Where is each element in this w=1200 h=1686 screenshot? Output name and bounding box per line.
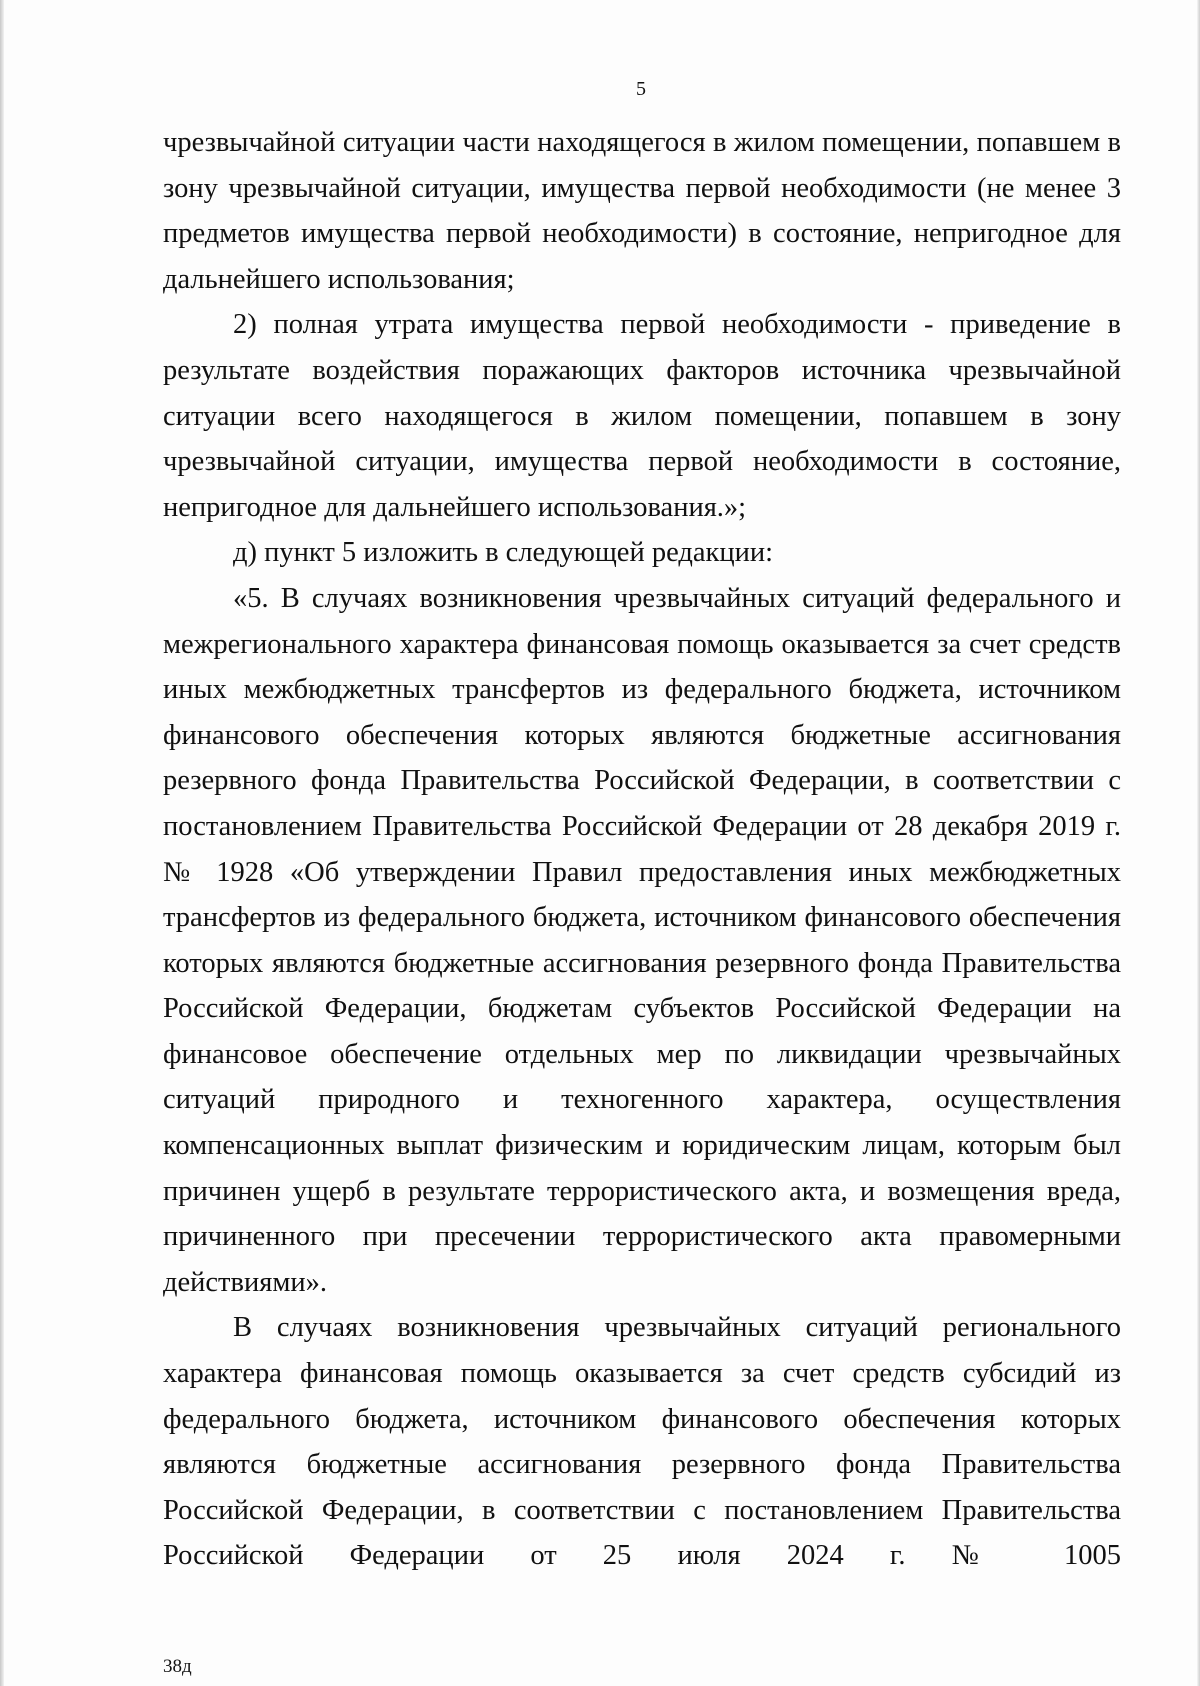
scan-edge-left — [0, 0, 4, 1686]
paragraph-point-5: «5. В случаях возникновения чрезвычайных ситуаций федерального и межрегионального характера финансовая помощь оказывается за счет средств иных межбюджетных трансфертов из федерального бюджета, источником финансового обеспечения которых являются бюджетные ассигнования резервного фонда Правительства Российской Федерации, в соответствии с постановлением Правительства Российской Федерации от 28 декабря 2019 г. № 1928 «Об утверждении Правил предоставления иных межбюджетных трансфертов из федерального бюджета, источником финансового обеспечения которых являются бюджетные ассигнования резервного фонда Правительства Российской Федерации, бюджетам субъектов Российской Федерации на финансовое обеспечение отдельных мер по ликвидации чрезвычайных ситуаций природного и техногенного характера, осуществления компенсационных выплат физическим и юридическим лицам, которым был причинен ущерб в результате террористического акта, и возмещения вреда, причиненного при пресечении террористического акта правомерными действиями». — [163, 582, 1121, 1298]
paragraph-continuation: чрезвычайной ситуации части находящегося в жилом помещении, попавшем в зону чрезвычайной ситуации, имущества первой необходимости (не менее 3 предметов имущества первой необходимости) в состояние, непригодное для дальнейшего использования; — [163, 127, 1121, 295]
paragraph-item-2: 2) полная утрата имущества первой необходимости - приведение в результате воздействия поражающих факторов источника чрезвычайной ситуации всего находящегося в жилом помещении, попавшем в зону чрезвычайной ситуации, имущества первой необходимости в состояние, непригодное для дальнейшего использования.»; — [163, 309, 1121, 523]
footer-code: 38д — [163, 1656, 192, 1677]
page-number: 5 — [636, 78, 646, 100]
document-body — [163, 120, 1121, 1579]
paragraph-subitem-d: д) пункт 5 изложить в следующей редакции: — [233, 537, 774, 569]
paragraph-regional: В случаях возникновения чрезвычайных ситуаций регионального характера финансовая помощь оказывается за счет средств субсидий из федерального бюджета, источником финансового обеспечения которых являются бюджетные ассигнования резервного фонда Правительства Российской Федерации, в соответствии с постановлением Правительства Российской Федерации от 25 июля 2024 г. № 1005 — [163, 1312, 1121, 1572]
